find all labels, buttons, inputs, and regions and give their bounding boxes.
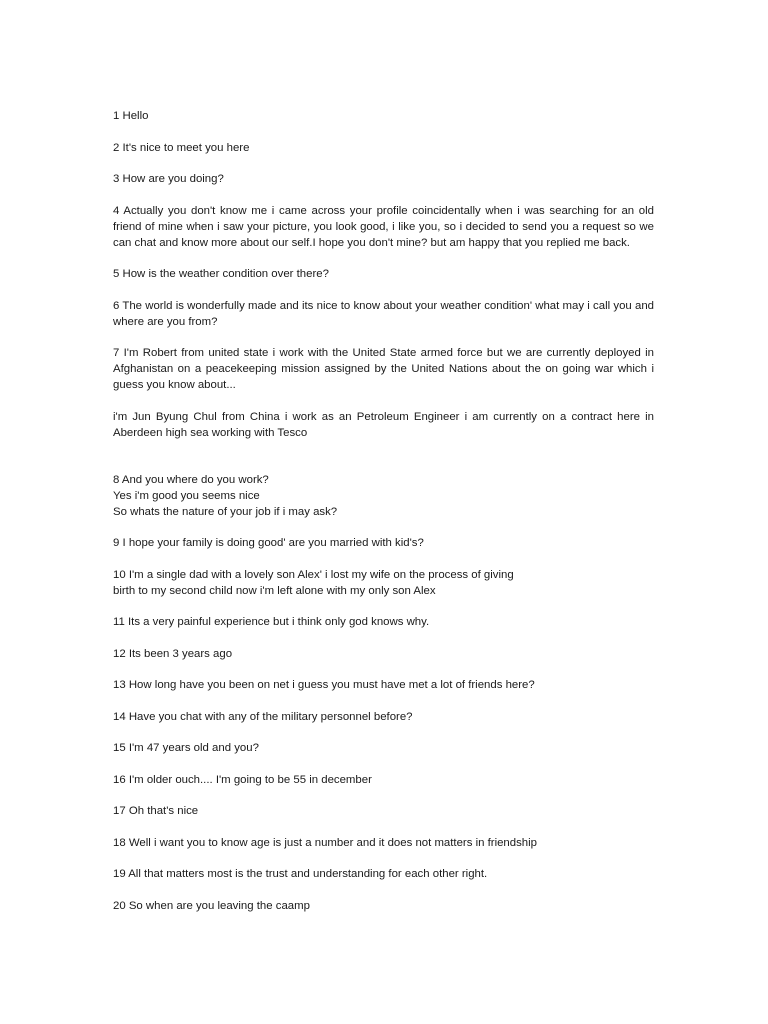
paragraph-20: 20 So when are you leaving the caamp [113, 899, 310, 912]
paragraph-6: 6 The world is wonderfully made and its nice to know about your weather condition' what may i call you and where are you from? [113, 299, 654, 328]
paragraph-1: 1 Hello [113, 110, 149, 122]
paragraph-10 [113, 567, 654, 599]
paragraph-3: 3 How are you doing? [113, 173, 224, 185]
paragraph-8-line-2: Yes i'm good you seems nice [113, 489, 260, 502]
paragraph-16: 16 I'm older ouch.... I'm going to be 55 in december [113, 773, 372, 786]
paragraph-18: 18 Well i want you to know age is just a number and it does not matters in friendship [113, 836, 538, 849]
paragraph-8 [113, 472, 654, 520]
document-body [113, 108, 654, 929]
paragraph-12: 12 Its been 3 years ago [113, 647, 233, 660]
paragraph-7b: i'm Jun Byung Chul from China i work as an Petroleum Engineer i am currently on a contract here in Aberdeen high sea working with Tesco [113, 410, 654, 439]
paragraph-15: 15 I'm 47 years old and you? [113, 742, 259, 754]
paragraph-13: 13 How long have you been on net i guess you must have met a lot of friends here? [113, 679, 535, 691]
paragraph-19: 19 All that matters most is the trust and understanding for each other right. [113, 868, 488, 880]
paragraph-4: 4 Actually you don't know me i came across your profile coincidentally when i was searching for an old friend of mine when i saw your picture, you look good, i like you, so i decided to send you a request so we can chat and know more about our self.I hope you don't mine? but am happy that you replied me back. [113, 204, 654, 249]
paragraph-9: 9 I hope your family is doing good' are you married with kid's? [113, 537, 424, 549]
paragraph-8-line-1: 8 And you where do you work? [113, 473, 269, 486]
paragraph-2: 2 It's nice to meet you here [113, 141, 250, 154]
paragraph-17: 17 Oh that's nice [113, 805, 199, 817]
paragraph-7: 7 I'm Robert from united state i work with the United State armed force but we are currently deployed in Afghanistan on a peacekeeping mission assigned by the United Nations about the on going war which i guess you know about... [113, 347, 654, 391]
paragraph-10-line-1: 10 I'm a single dad with a lovely son Alex' i lost my wife on the process of giving [113, 568, 514, 581]
paragraph-10-line-2: birth to my second child now i'm left alone with my only son Alex [113, 584, 436, 597]
paragraph-11: 11 Its a very painful experience but i think only god knows why. [113, 616, 430, 628]
paragraph-14: 14 Have you chat with any of the military personnel before? [113, 710, 413, 723]
paragraph-5: 5 How is the weather condition over there? [113, 268, 329, 280]
paragraph-8-line-3: So whats the nature of your job if i may ask? [113, 505, 338, 518]
